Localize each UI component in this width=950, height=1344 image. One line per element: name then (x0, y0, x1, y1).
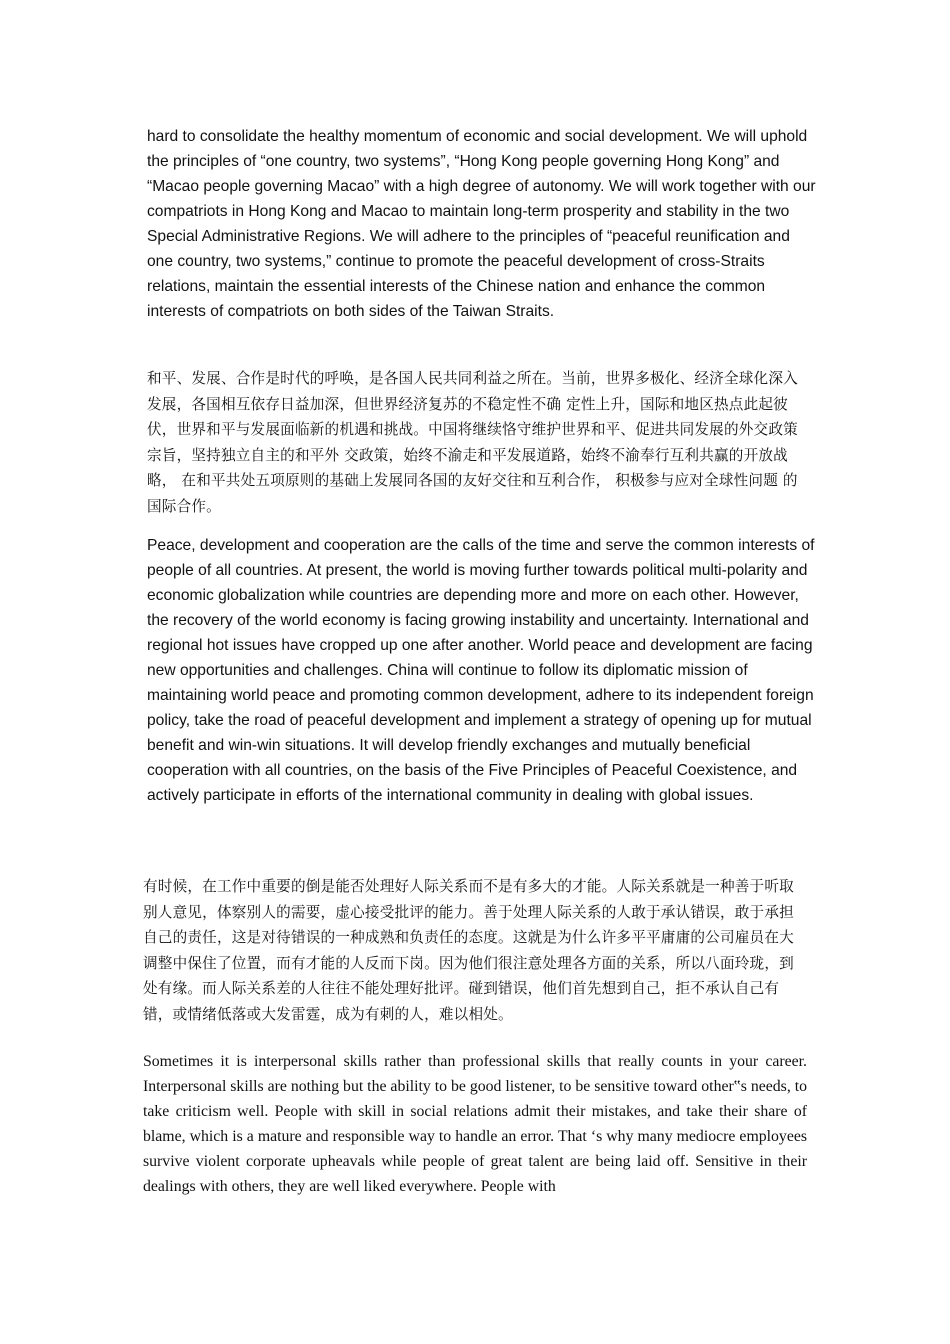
paragraph-english-interpersonal-skills: Sometimes it is interpersonal skills rather than professional skills that really counts in your career. Interpersonal skills are nothing but the ability to be good listener, to be sensitive toward other‟s needs, to take criticism well. People with skill in social relations admit their mistakes, and take their share of blame, which is a mature and responsible way to handle an error. That ‘s why many mediocre employees survive violent corporate upheavals while people of great talent are being laid off. Sensitive in their dealings with others, they are well liked everywhere. People with (143, 1053, 808, 1195)
paragraph-chinese-peace-development: 和平、发展、合作是时代的呼唤，是各国人民共同利益之所在。当前，世界多极化、经济全球化深入发展，各国相互依存日益加深，但世界经济复苏的不稳定性不确 定性上升，国际和地区热点此起彼伏，世界和平与发展面临新的机遇和挑战。中国将继续恪守维护世界和平、促进共同发展的外交政策宗旨，坚持独立自主的和平外 交政策，始终不渝走和平发展道路，始终不渝奉行互利共赢的开放战略， 在和平共处五项原则的基础上发展同各国的友好交往和互利合作， 积极参与应对全球性问题 的国际合作。 (147, 370, 798, 515)
paragraph-english-peace-development: Peace, development and cooperation are the calls of the time and serve the common interests of people of all countries. At present, the world is moving further towards political multi-polarity and economic globalization while countries are depending more and more on each other. However, the recovery of the world economy is facing growing instability and uncertainty. International and regional hot issues have cropped up one after another. World peace and development are facing new opportunities and challenges. China will continue to follow its diplomatic mission of maintaining world peace and promoting common development, adhere to its independent foreign policy, take the road of peaceful development and implement a strategy of opening up for mutual benefit and win-win situations. It will develop friendly exchanges and mutually beneficial cooperation with all countries, on the basis of the Five Principles of Peaceful Coexistence, and actively participate in efforts of the international community in dealing with global issues. (147, 537, 815, 804)
paragraph-chinese-interpersonal-skills: 有时候，在工作中重要的倒是能否处理好人际关系而不是有多大的才能。人际关系就是一种善于听取别人意见，体察别人的需要，虚心接受批评的能力。善于处理人际关系的人敢于承认错误，敢于承担自己的责任，这是对待错误的一种成熟和负责任的态度。这就是为什么许多平平庸庸的公司雇员在大调整中保住了位置，而有才能的人反而下岗。因为他们很注意处理各方面的关系，所以八面玲珑，到处有缘。而人际关系差的人往往不能处理好批评。碰到错误，他们首先想到自己，拒不承认自己有错，或情绪低落或大发雷霆，成为有刺的人，难以相处。 (143, 878, 794, 1023)
paragraph-english-hk-macao-taiwan: hard to consolidate the healthy momentum of economic and social development. We will uphold the principles of “one country, two systems”, “Hong Kong people governing Hong Kong” and “Macao people governing Macao” with a high degree of autonomy. We will work together with our compatriots in Hong Kong and Macao to maintain long-term prosperity and stability in the two Special Administrative Regions. We will adhere to the principles of “peaceful reunification and one country, two systems,” continue to promote the peaceful development of cross-Straits relations, maintain the essential interests of the Chinese nation and enhance the common interests of compatriots on both sides of the Taiwan Straits. (147, 128, 816, 320)
